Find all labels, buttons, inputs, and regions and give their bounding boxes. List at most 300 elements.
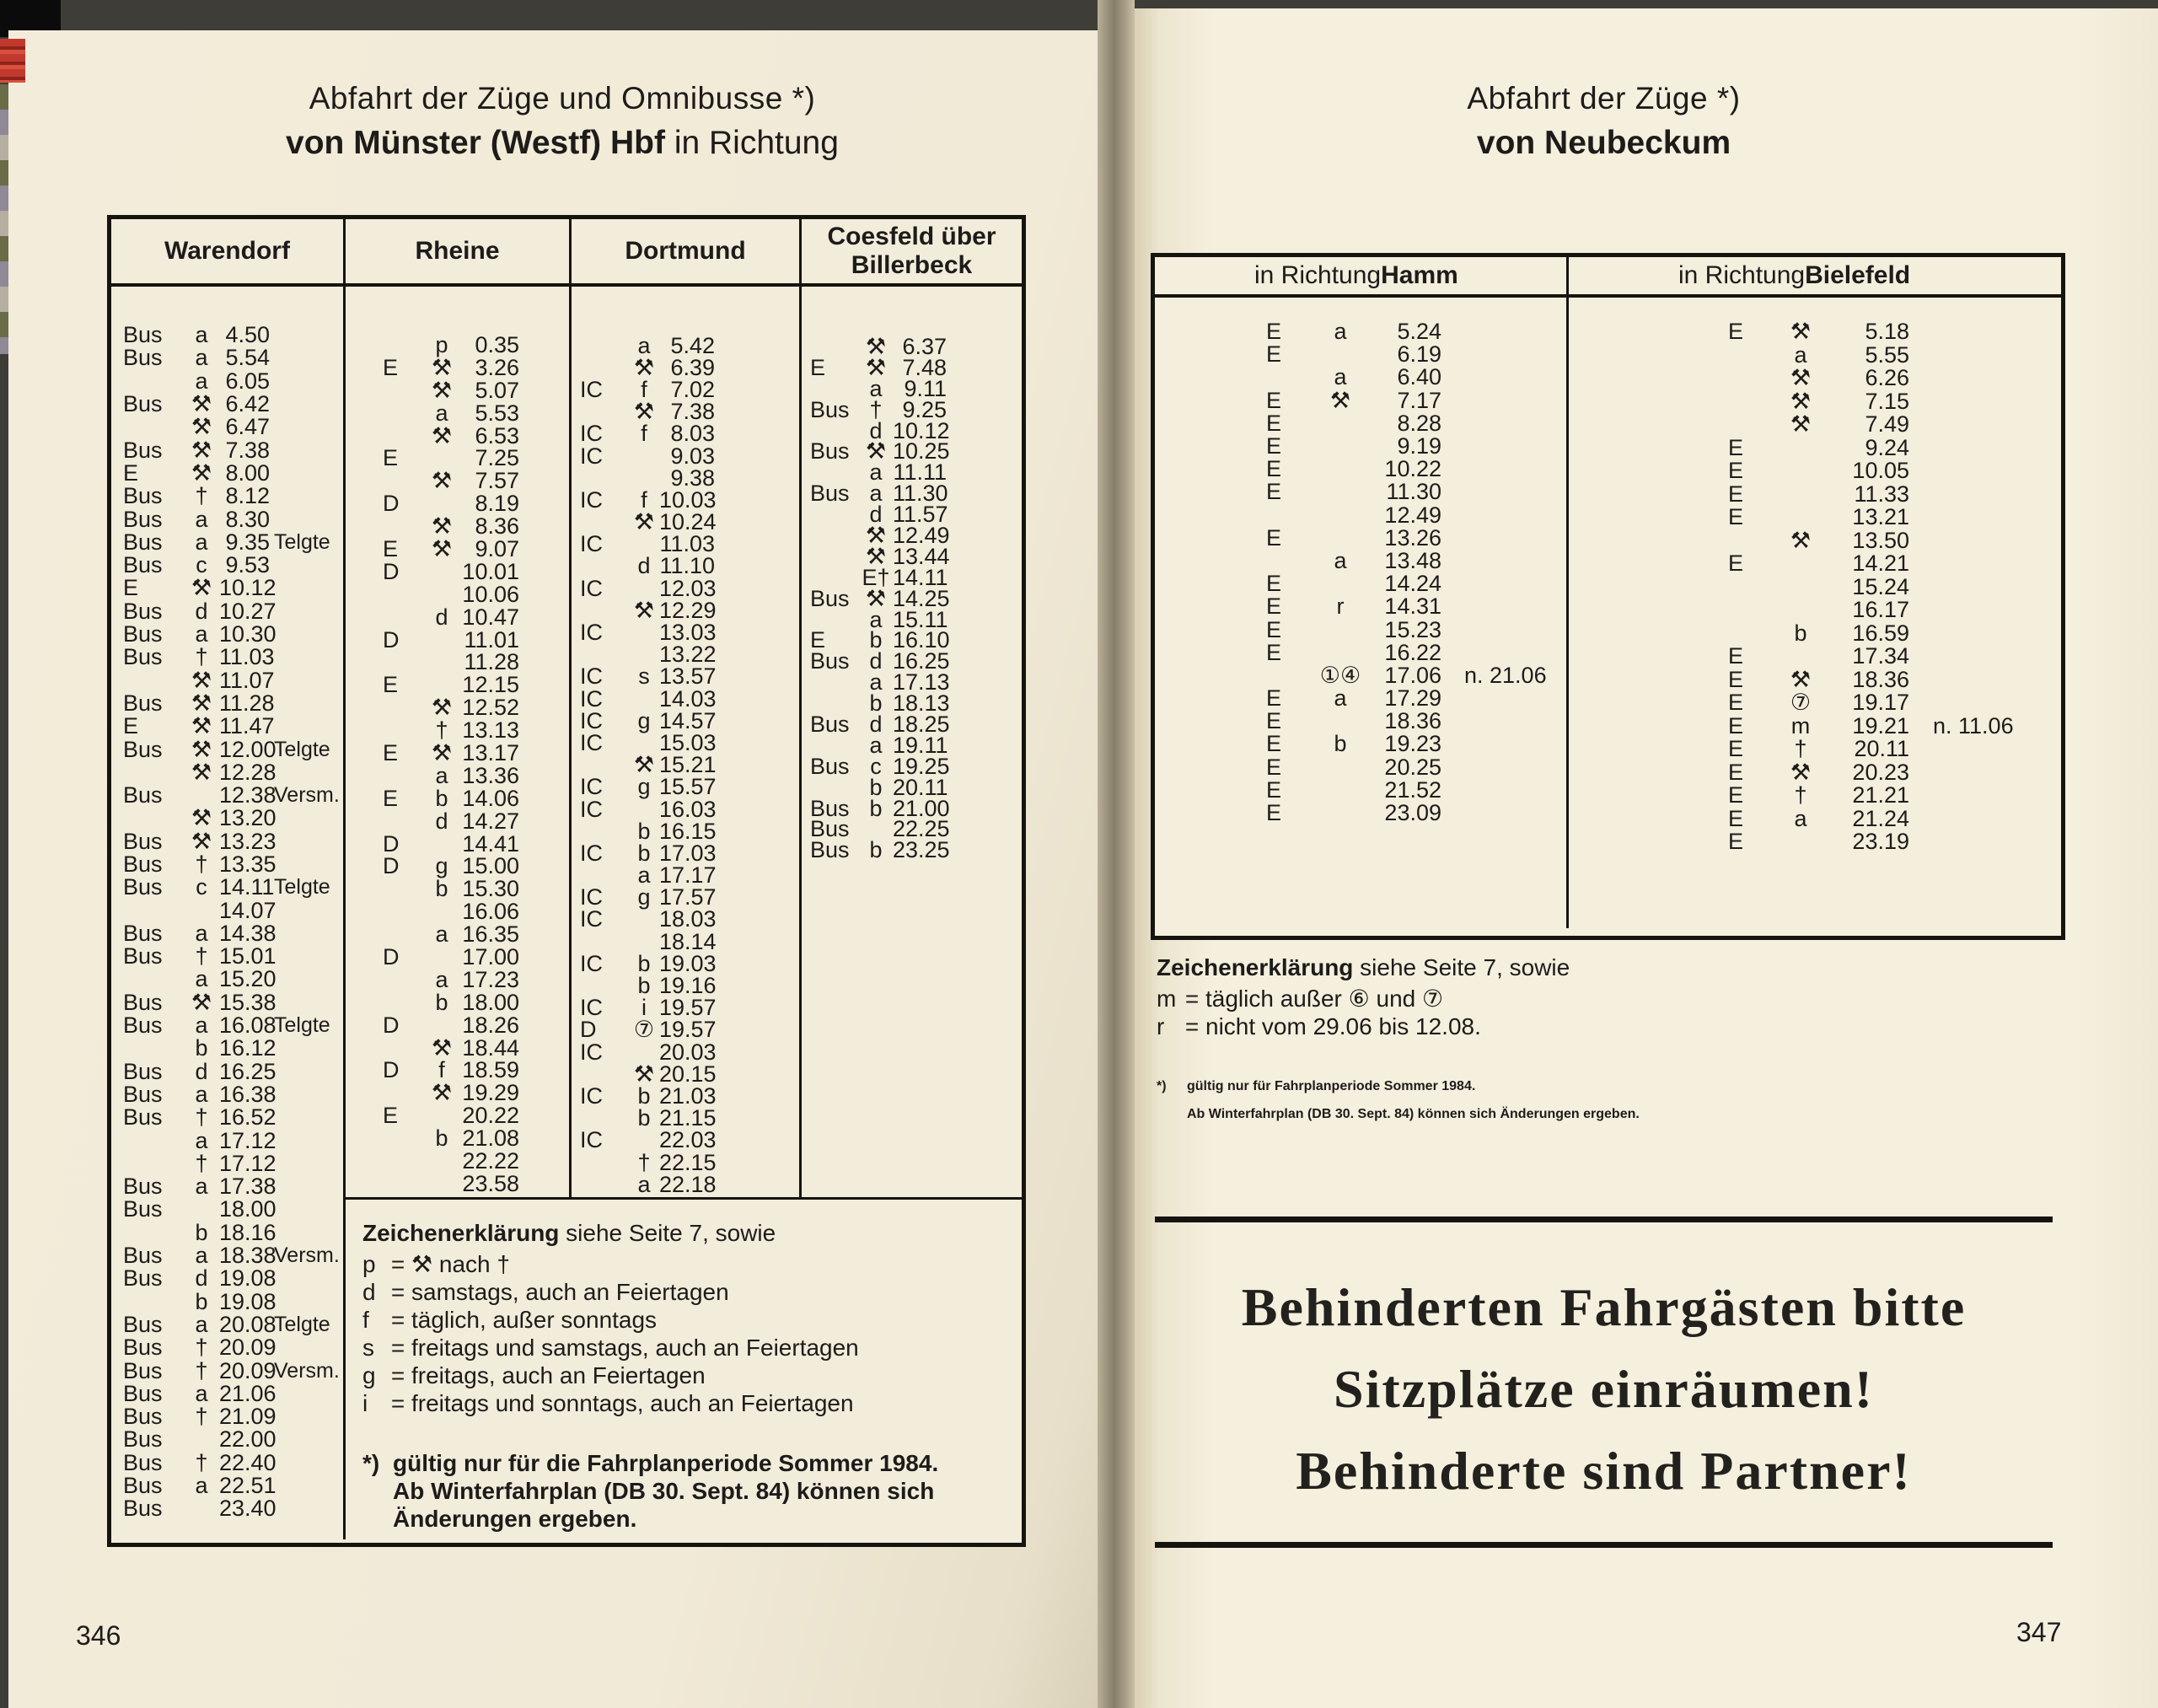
train-type: Bus [123, 1196, 163, 1222]
legend-items [1157, 985, 2000, 1040]
legend-equals: = [390, 1307, 405, 1333]
day-symbol: a [435, 921, 448, 948]
timetable-row [346, 331, 569, 357]
day-symbol: a [195, 529, 208, 555]
day-symbol: i [641, 995, 647, 1021]
departure-time: 18.00 [462, 989, 519, 1015]
day-symbol: ⚒ [191, 759, 212, 785]
departure-time: 6.26 [1865, 365, 1909, 391]
timetable-row [111, 1336, 343, 1359]
departure-time: 20.03 [659, 1039, 717, 1065]
train-type: E [1728, 643, 1744, 669]
departure-time: 19.25 [893, 753, 950, 779]
timetable-row [1155, 776, 1566, 803]
departure-time: 17.12 [219, 1127, 276, 1153]
timetable-row [572, 973, 799, 999]
legend-key: p [362, 1251, 376, 1277]
train-type: Bus [123, 1426, 163, 1453]
footnote-mark: *) [362, 1450, 380, 1476]
day-symbol: a [869, 606, 883, 632]
timetable-row [1569, 622, 2061, 646]
timetable-row [111, 1175, 343, 1198]
train-type: Bus [123, 506, 163, 532]
day-symbol: d [195, 598, 208, 624]
timetable-row [111, 1152, 343, 1175]
day-symbol: b [435, 876, 448, 902]
departure-time: 13.22 [659, 642, 717, 668]
timetable-row [1569, 666, 2061, 692]
day-symbol: b [1794, 620, 1807, 646]
day-symbol: ⚒ [431, 695, 453, 721]
train-type: IC [580, 1127, 603, 1153]
departure-time: 22.25 [893, 816, 950, 842]
train-type: IC [580, 950, 603, 976]
train-type: IC [580, 531, 603, 557]
departure-time: 4.50 [225, 322, 270, 348]
text-line: Änderungen ergeben. [393, 1506, 637, 1532]
timetable-row [111, 968, 343, 991]
departure-time: 12.03 [659, 575, 717, 601]
legend-equals: = [390, 1279, 405, 1305]
legend-item [1157, 985, 2000, 1012]
day-symbol: ⚒ [1790, 388, 1812, 414]
timetable-row [1155, 389, 1566, 412]
train-type: Bus [123, 920, 163, 946]
day-symbol: ⚒ [191, 736, 212, 762]
timetable-row [572, 620, 799, 646]
departure-time: 7.15 [1865, 388, 1909, 414]
train-type: Bus [123, 874, 163, 900]
column-header-rheine: Rheine [346, 219, 572, 283]
timetable-row [346, 447, 569, 470]
timetable-row [572, 1171, 799, 1197]
day-symbol: a [195, 621, 208, 647]
departure-time: 14.41 [462, 830, 519, 857]
departure-time: 5.24 [1397, 319, 1441, 345]
day-symbol: ⚒ [1790, 411, 1812, 438]
departure-time: 13.20 [219, 805, 276, 831]
timetable-row [1569, 552, 2061, 576]
train-type: IC [580, 884, 603, 910]
train-type: Bus [810, 837, 850, 863]
departure-time: 8.12 [225, 483, 270, 509]
departure-time: 12.38 [219, 782, 276, 808]
departure-time: 21.00 [893, 795, 950, 821]
day-symbol: a [195, 322, 208, 348]
timetable-row [1155, 733, 1566, 755]
timetable-row [572, 1149, 799, 1175]
timetable-row [111, 346, 343, 369]
text-line: Behinderte sind Partner! [1296, 1441, 1912, 1501]
timetable-row [1569, 413, 2061, 437]
departure-time: 19.29 [462, 1080, 519, 1106]
legend-item [1157, 1012, 2000, 1040]
header-destination: Hamm [1381, 261, 1458, 289]
day-symbol: ⚒ [431, 513, 453, 540]
timetable-row [572, 644, 799, 666]
timetable-row [111, 1497, 343, 1520]
train-type: Bus [123, 345, 163, 371]
timetable-row [111, 1014, 343, 1037]
train-type: D [383, 1057, 400, 1083]
departure-time: 20.09 [219, 1357, 276, 1383]
train-type: IC [580, 995, 603, 1021]
timetable-row [346, 696, 569, 719]
timetable-row [1155, 481, 1566, 503]
legend-key: g [362, 1362, 376, 1388]
departure-time: 10.01 [462, 558, 519, 584]
departure-time: 20.08 [219, 1311, 276, 1337]
train-type: Bus [810, 753, 850, 779]
timetable-row [111, 531, 343, 554]
train-type: IC [580, 1082, 603, 1109]
train-type: Bus [810, 711, 850, 737]
column-header-warendorf: Warendorf [111, 219, 346, 283]
timetable-row [111, 991, 343, 1014]
train-type: Bus [123, 1265, 163, 1292]
departure-time: 16.25 [893, 648, 950, 674]
timetable-row [346, 1127, 569, 1150]
day-symbol: ⚒ [633, 354, 655, 380]
train-type: E [1728, 319, 1744, 345]
departure-time: 11.07 [219, 667, 275, 693]
departure-time: 13.48 [1384, 547, 1441, 573]
timetable-row [1569, 645, 2061, 669]
train-type: E [810, 627, 826, 653]
departure-time: 12.49 [1384, 502, 1441, 528]
departure-time: 13.13 [462, 717, 519, 744]
departure-time: 18.44 [462, 1034, 519, 1061]
day-symbol: † [637, 1149, 651, 1175]
departure-time: 13.21 [1852, 504, 1909, 530]
day-symbol: a [637, 862, 651, 889]
text-line: gültig nur für Fahrplanperiode Sommer 1984. [1187, 1079, 1476, 1093]
train-type: Bus [123, 1449, 163, 1475]
timetable-row [346, 762, 569, 788]
day-symbol: c [870, 753, 882, 779]
left-page-titles [107, 81, 1017, 182]
train-type: IC [580, 421, 603, 447]
day-symbol: b [195, 1035, 208, 1061]
train-type: E [1266, 319, 1282, 345]
departure-time: 10.12 [219, 575, 276, 601]
departure-time: 15.57 [659, 774, 717, 800]
timetable-row [346, 1104, 569, 1127]
day-symbol: f [438, 1057, 445, 1083]
departure-time: 13.26 [1384, 524, 1441, 551]
right-title-line1: Abfahrt der Züge *) [1467, 81, 1741, 115]
departure-time: 11.47 [219, 713, 275, 739]
day-symbol: ⚒ [1329, 387, 1351, 413]
train-type: Bus [123, 552, 163, 578]
train-type: Bus [810, 648, 850, 674]
timetable-row [346, 674, 569, 696]
day-symbol: ⚒ [1790, 365, 1812, 391]
right-title-station: von Neubeckum [1476, 125, 1731, 161]
train-type: E [1266, 479, 1282, 505]
day-symbol: a [435, 762, 448, 788]
departure-time: 6.42 [225, 391, 270, 417]
header-destination: Bielefeld [1805, 261, 1911, 289]
day-symbol: † [195, 1150, 208, 1176]
right-legend [1157, 954, 2000, 1040]
legend-heading-bold: Zeichenerklärung [362, 1220, 560, 1246]
day-symbol: f [641, 486, 647, 513]
day-symbol: † [195, 1335, 208, 1361]
page-number-right: 347 [2016, 1617, 2062, 1647]
train-type: IC [580, 729, 603, 755]
timetable-row [1155, 504, 1566, 527]
departure-time: 18.03 [659, 906, 717, 932]
departure-time: 11.28 [219, 690, 275, 716]
departure-time: 14.11 [219, 874, 275, 900]
legend-heading-rest: siehe Seite 7, sowie [559, 1220, 776, 1246]
departure-time: 15.00 [462, 853, 519, 879]
train-type: E [383, 785, 399, 811]
page-number-left: 346 [76, 1620, 121, 1651]
day-symbol: ⚒ [431, 354, 453, 380]
departure-time: 8.19 [475, 491, 519, 517]
timetable-row [346, 966, 569, 992]
timetable-row [111, 459, 343, 486]
departure-time: 11.03 [219, 644, 275, 670]
departure-time: 17.06 [1384, 662, 1441, 688]
train-type: E [123, 575, 139, 601]
left-title-station: von Münster (Westf) Hbf [286, 125, 665, 161]
departure-time: 14.25 [893, 585, 950, 611]
left-title-line2 [107, 125, 1017, 162]
day-symbol: ⚒ [431, 1080, 453, 1106]
departure-time: 14.03 [659, 685, 717, 712]
timetable-row [346, 810, 569, 833]
timetable-row [572, 950, 799, 976]
timetable-row [346, 515, 569, 538]
column-rheine [346, 287, 572, 1197]
day-symbol: † [1794, 782, 1807, 808]
legend-value: ⚒ nach † [411, 1251, 510, 1277]
timetable-row [572, 1105, 799, 1131]
footnote-text [393, 1449, 938, 1533]
legend-equals: = [390, 1251, 405, 1277]
train-type: IC [580, 774, 603, 800]
legend-value: freitags und sonntags, auch an Feiertagen [411, 1390, 854, 1416]
timetable-row [1155, 618, 1566, 641]
timetable-row [572, 663, 799, 690]
day-symbol: a [637, 1171, 651, 1197]
departure-time: 9.07 [475, 535, 519, 561]
timetable-row [111, 554, 343, 577]
page-right [1135, 8, 2158, 1708]
train-type: Bus [123, 621, 163, 647]
train-type: IC [580, 906, 603, 932]
page-left [8, 30, 1098, 1708]
timetable-row [572, 862, 799, 889]
departure-time: 17.17 [659, 862, 717, 889]
timetable-row [572, 354, 799, 380]
timetable-row [111, 1219, 343, 1245]
timetable-row [111, 784, 343, 807]
day-symbol: † [195, 644, 208, 670]
timetable-row [1569, 830, 2061, 854]
day-symbol: b [435, 989, 448, 1015]
train-type: Bus [123, 851, 163, 877]
departure-time: 14.11 [893, 564, 948, 590]
departure-time: 23.19 [1852, 829, 1909, 855]
legend-equals: = [390, 1335, 405, 1361]
timetable-row [346, 422, 569, 448]
departure-time: 12.00 [219, 736, 276, 762]
day-symbol: ⚒ [431, 535, 453, 561]
train-type: E [1728, 481, 1744, 507]
departure-time: 16.22 [1384, 639, 1441, 665]
day-symbol: d [869, 417, 883, 443]
timetable-row [346, 354, 569, 380]
day-symbol: † [195, 1404, 208, 1430]
departure-time: 21.09 [219, 1404, 276, 1430]
day-symbol: a [195, 1311, 208, 1337]
departure-time: 10.27 [219, 598, 276, 624]
text-line: Behinderten Fahrgästen bitte [1241, 1277, 1967, 1337]
route-note: Versm. [274, 1358, 340, 1383]
departure-time: 16.59 [1852, 620, 1909, 646]
departure-time: 20.11 [893, 774, 948, 800]
timetable-row [346, 878, 569, 900]
train-type: Bus [123, 989, 163, 1015]
column-header-bielefeld [1569, 257, 2061, 294]
timetable-row [111, 1405, 343, 1428]
train-type: Bus [810, 481, 850, 507]
train-type: Bus [123, 598, 163, 624]
column-hamm [1155, 298, 1569, 928]
timetable-row [111, 922, 343, 945]
train-type: Bus [123, 483, 163, 509]
day-symbol: ⚒ [865, 585, 887, 611]
departure-time: 13.50 [1852, 527, 1909, 553]
timetable-row [346, 739, 569, 765]
day-symbol: a [195, 1243, 208, 1269]
day-symbol: b [637, 1082, 651, 1109]
timetable-row [572, 1082, 799, 1109]
timetable-row [572, 376, 799, 402]
departure-time: 5.54 [225, 345, 270, 371]
departure-time: 22.00 [219, 1426, 276, 1453]
day-symbol: † [195, 1357, 208, 1383]
departure-time: 23.25 [893, 837, 950, 863]
departure-time: 22.03 [659, 1127, 717, 1153]
legend-heading [1157, 954, 2000, 981]
legend-value: nicht vom 29.06 bis 12.08. [1205, 1013, 1481, 1039]
timetable-row [572, 1063, 799, 1085]
day-symbol: ⑦ [1790, 690, 1812, 716]
departure-time: 9.38 [670, 465, 715, 491]
train-type: E [383, 672, 399, 698]
departure-time: 14.06 [462, 785, 519, 811]
day-symbol: ⚒ [633, 1061, 655, 1087]
day-symbol: b [195, 1288, 208, 1314]
timetable-row [1155, 366, 1566, 389]
departure-time: 14.38 [219, 920, 276, 946]
timetable-row [572, 531, 799, 557]
timetable-row [572, 820, 799, 842]
departure-time: 18.13 [893, 690, 950, 717]
timetable-row [346, 1150, 569, 1173]
timetable-row [1155, 802, 1566, 824]
timetable-row [572, 401, 799, 423]
day-symbol: ⚒ [1790, 759, 1812, 785]
departure-time: 12.49 [893, 522, 950, 548]
train-type: Bus [123, 1311, 163, 1337]
column-warendorf [111, 287, 346, 1539]
timetable-row [1569, 367, 2061, 390]
train-type: Bus [123, 736, 163, 762]
day-symbol: a [195, 1174, 208, 1200]
departure-time: 11.30 [1386, 479, 1441, 505]
train-type: Bus [123, 1496, 163, 1522]
day-symbol: d [869, 711, 883, 737]
day-symbol: b [869, 774, 883, 800]
departure-time: 13.03 [659, 620, 717, 646]
train-type: E [1266, 800, 1282, 826]
timetable-row [1155, 547, 1566, 573]
timetable-row [346, 379, 569, 402]
day-symbol: E† [862, 564, 890, 590]
train-type: E [1266, 387, 1282, 413]
day-symbol: b [435, 785, 448, 811]
departure-time: 20.23 [1852, 759, 1909, 785]
timetable-row [572, 509, 799, 535]
train-type: IC [580, 840, 603, 866]
departure-time: 22.40 [219, 1449, 276, 1475]
departure-time: 7.02 [670, 376, 715, 402]
departure-time: 11.33 [1854, 481, 1909, 507]
timetable-row [1155, 664, 1566, 687]
day-symbol: ⚒ [865, 354, 887, 380]
day-symbol: b [869, 690, 883, 717]
timetable-row [111, 807, 343, 830]
departure-time: 12.52 [462, 695, 519, 721]
departure-time: 21.21 [1852, 782, 1909, 808]
departure-time: 21.08 [462, 1125, 519, 1152]
timetable-row [346, 470, 569, 492]
day-symbol: a [1794, 341, 1807, 368]
route-note: Versm. [274, 783, 340, 808]
departure-time: 6.39 [670, 354, 715, 380]
departure-time: 10.06 [462, 581, 519, 607]
departure-time: 9.25 [902, 396, 947, 422]
timetable-row [572, 997, 799, 1019]
timetable-row [111, 416, 343, 438]
departure-time: 11.10 [659, 553, 715, 579]
timetable-row [111, 853, 343, 876]
train-type: IC [580, 796, 603, 822]
timetable-row [1569, 483, 2061, 507]
train-type: E [1728, 736, 1744, 762]
departure-time: 22.22 [462, 1148, 519, 1174]
timetable-row [1569, 506, 2061, 529]
day-symbol: ⚒ [865, 522, 887, 548]
departure-time: 19.11 [893, 732, 948, 758]
departure-time: 7.48 [902, 354, 947, 380]
departure-time: 19.16 [659, 973, 717, 999]
timetable-row [346, 787, 569, 810]
day-symbol: ⚒ [191, 437, 212, 463]
day-symbol: a [195, 920, 208, 946]
legend-equals: = [390, 1390, 405, 1416]
timetable-row [111, 1244, 343, 1267]
departure-time: 20.25 [1384, 754, 1441, 780]
train-type: Bus [123, 1335, 163, 1361]
day-symbol: a [195, 1012, 208, 1039]
